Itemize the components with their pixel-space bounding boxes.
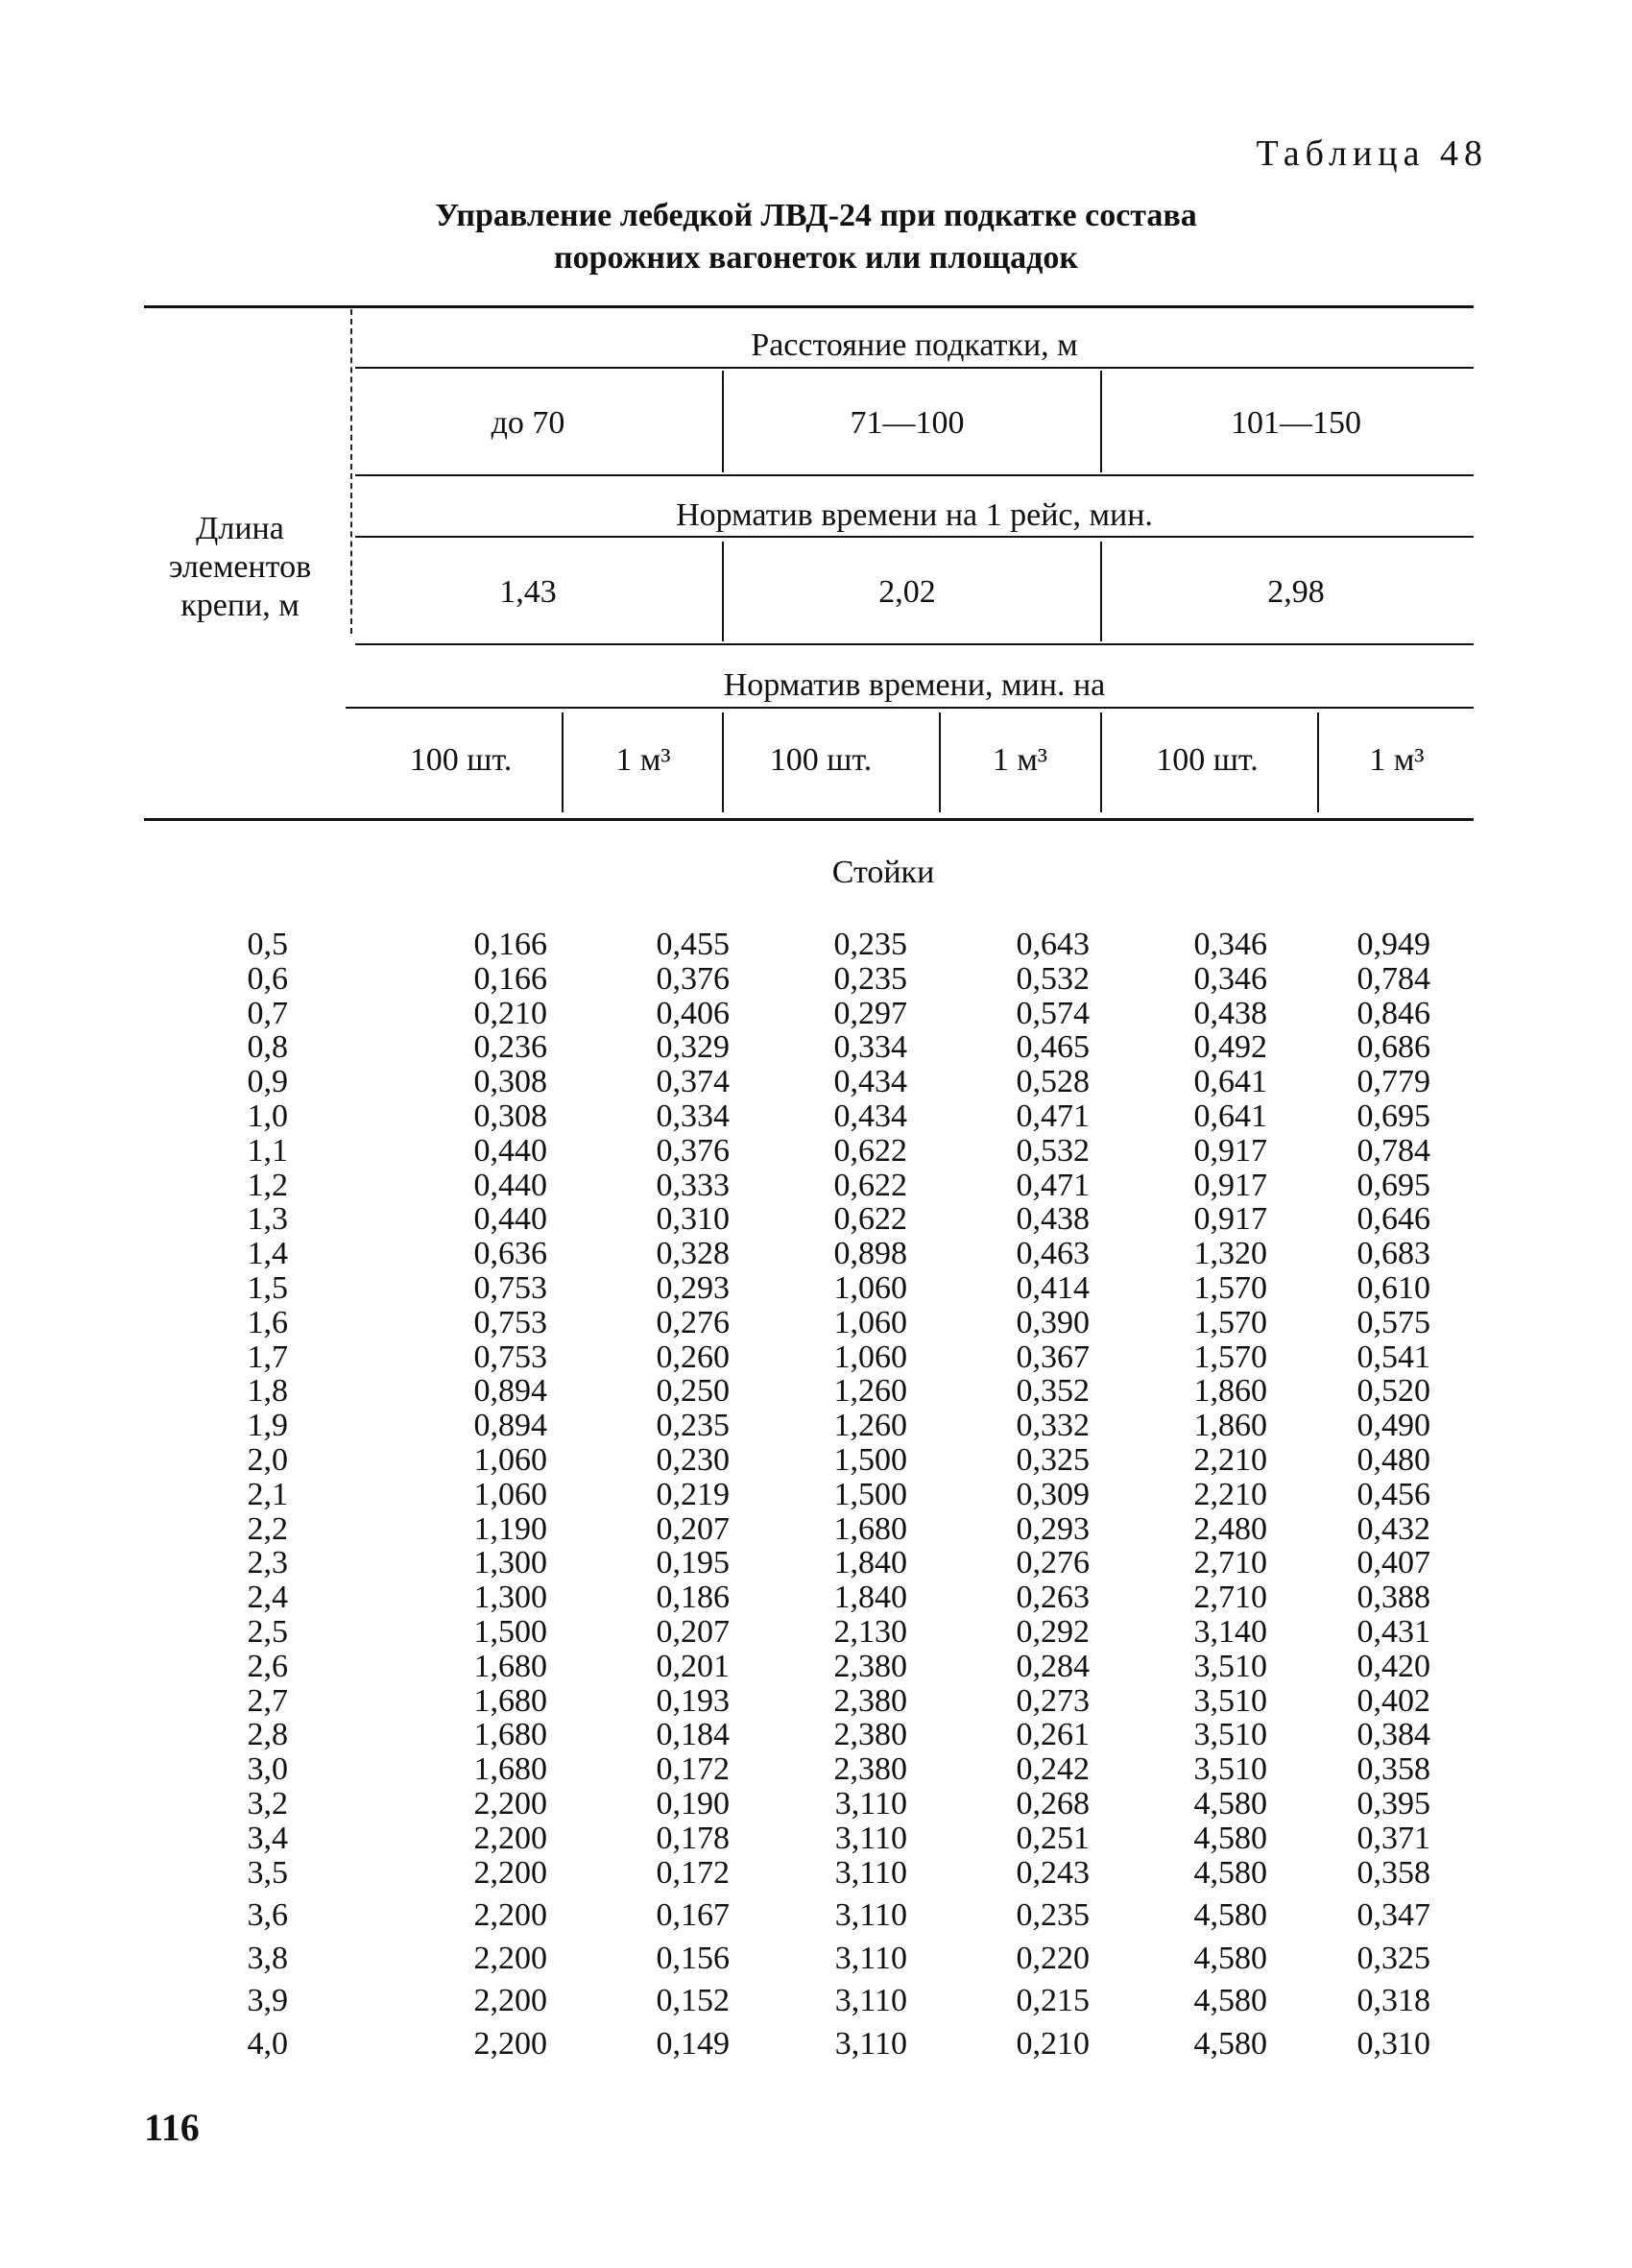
row-length-cell: 0,9 [247,1064,288,1100]
value-cell: 0,456 [1356,1476,1430,1512]
divider [562,712,564,812]
unit-label: 1 м³ [992,742,1048,778]
value-cell: 0,463 [1016,1236,1090,1272]
table-row [0,962,1632,997]
value-cell: 0,352 [1016,1373,1090,1410]
row-length-cell: 3,9 [247,1983,288,2019]
value-cell: 0,917 [1193,1167,1267,1203]
value-cell: 1,500 [833,1476,907,1512]
value-cell: 0,190 [656,1786,730,1822]
distance-range-2: 71—100 [850,405,965,441]
value-cell: 0,420 [1356,1648,1430,1684]
value-cell: 1,300 [473,1545,547,1581]
distance-range-1: до 70 [491,405,565,441]
unit-label: 100 шт. [409,742,513,778]
value-cell: 2,200 [473,1820,547,1856]
value-cell: 0,440 [473,1201,547,1238]
row-length-cell: 1,0 [247,1098,288,1134]
value-cell: 0,309 [1016,1476,1090,1512]
value-cell: 0,434 [833,1064,907,1100]
table-row [0,997,1632,1031]
value-cell: 0,172 [656,1751,730,1788]
value-cell: 0,432 [1356,1510,1430,1547]
value-cell: 0,532 [1016,1132,1090,1169]
row-length-cell: 4,0 [247,2025,288,2062]
table-row [0,1684,1632,1719]
row-length-cell: 1,1 [247,1132,288,1169]
table-row [0,1169,1632,1203]
value-cell: 0,318 [1356,1983,1430,2019]
distance-rule [355,367,1474,369]
value-cell: 0,260 [656,1339,730,1375]
table-row [0,1984,1632,2018]
value-cell: 0,276 [1016,1545,1090,1581]
value-cell: 0,695 [1356,1167,1430,1203]
table-label: Таблица 48 [1256,133,1488,174]
value-cell: 0,346 [1193,927,1267,962]
trip-norm-3: 2,98 [1267,574,1325,610]
row-length-cell: 2,3 [247,1545,288,1581]
value-cell: 2,710 [1193,1580,1267,1616]
distance-bottom-rule [355,474,1474,476]
row-header: Длина элементов крепи, м [168,511,312,623]
value-cell: 0,683 [1356,1236,1430,1272]
row-length-cell: 3,5 [247,1854,288,1891]
value-cell: 4,580 [1193,1786,1267,1822]
value-cell: 0,440 [473,1132,547,1169]
table-row [0,1374,1632,1409]
unit-label: 100 шт. [769,742,873,778]
divider [722,371,724,472]
value-cell: 0,686 [1356,1029,1430,1066]
value-cell: 3,110 [834,1786,907,1822]
value-cell: 0,328 [656,1236,730,1272]
value-cell: 0,384 [1356,1717,1430,1753]
section-title: Стойки [831,855,935,890]
row-length-cell: 1,9 [247,1408,288,1444]
table-title [0,195,1632,279]
value-cell: 0,273 [1016,1682,1090,1719]
value-cell: 4,580 [1193,1940,1267,1976]
value-cell: 0,753 [473,1304,547,1340]
value-cell: 1,060 [473,1476,547,1512]
table-header-bottom-rule [144,818,1474,821]
value-cell: 2,200 [473,1786,547,1822]
value-cell: 2,130 [833,1614,907,1650]
value-cell: 0,622 [833,1201,907,1238]
value-cell: 0,235 [656,1408,730,1444]
value-cell: 0,166 [473,927,547,962]
value-cell: 3,110 [834,1983,907,2019]
row-length-cell: 2,2 [247,1510,288,1547]
divider [722,712,724,812]
row-length-cell: 1,5 [247,1270,288,1306]
row-length-cell: 3,8 [247,1940,288,1976]
divider [1317,712,1319,812]
value-cell: 0,440 [473,1167,547,1203]
value-cell: 0,622 [833,1132,907,1169]
value-cell: 1,060 [833,1304,907,1340]
trip-norm-2: 2,02 [878,574,936,610]
row-length-cell: 1,4 [247,1236,288,1272]
value-cell: 0,395 [1356,1786,1430,1822]
value-cell: 1,300 [473,1580,547,1616]
value-cell: 1,060 [473,1442,547,1478]
value-cell: 0,207 [656,1614,730,1650]
value-cell: 3,140 [1193,1614,1267,1650]
table-row [0,928,1632,962]
row-length-cell: 1,2 [247,1167,288,1203]
value-cell: 0,242 [1016,1751,1090,1788]
value-cell: 0,438 [1016,1201,1090,1238]
value-cell: 0,250 [656,1373,730,1410]
value-cell: 0,167 [656,1897,730,1934]
value-cell: 0,753 [473,1339,547,1375]
table-row [0,1271,1632,1306]
value-cell: 2,480 [1193,1510,1267,1547]
table-row [0,1856,1632,1891]
value-cell: 0,219 [656,1476,730,1512]
norm-label: Норматив времени, мин. на [723,667,1106,703]
value-cell: 1,570 [1193,1339,1267,1375]
row-length-cell: 0,6 [247,960,288,997]
value-cell: 0,284 [1016,1648,1090,1684]
value-cell: 0,172 [656,1854,730,1891]
value-cell: 0,263 [1016,1580,1090,1616]
value-cell: 0,236 [473,1029,547,1066]
value-cell: 0,371 [1356,1820,1430,1856]
value-cell: 0,334 [656,1098,730,1134]
row-length-cell: 1,7 [247,1339,288,1375]
value-cell: 0,643 [1016,927,1090,962]
value-cell: 1,840 [833,1545,907,1581]
table-title-line-1: Управление лебедкой ЛВД-24 при подкатке состава [435,198,1197,233]
value-cell: 0,610 [1356,1270,1430,1306]
value-cell: 0,156 [656,1940,730,1976]
distance-range-3: 101—150 [1231,405,1361,441]
value-cell: 0,480 [1356,1442,1430,1478]
value-cell: 0,917 [1193,1201,1267,1238]
value-cell: 0,898 [833,1236,907,1272]
row-length-cell: 2,1 [247,1476,288,1512]
value-cell: 0,332 [1016,1408,1090,1444]
trip-norm-rule [355,536,1474,538]
value-cell: 0,230 [656,1442,730,1478]
row-length-cell: 2,8 [247,1717,288,1753]
value-cell: 0,784 [1356,960,1430,997]
value-cell: 0,193 [656,1682,730,1719]
row-length-cell: 2,7 [247,1682,288,1719]
value-cell: 0,465 [1016,1029,1090,1066]
row-length-cell: 1,6 [247,1304,288,1340]
row-length-cell: 3,4 [247,1820,288,1856]
value-cell: 0,329 [656,1029,730,1066]
value-cell: 0,333 [656,1167,730,1203]
value-cell: 0,308 [473,1064,547,1100]
table-row [0,1752,1632,1787]
value-cell: 0,376 [656,960,730,997]
value-cell: 0,894 [473,1373,547,1410]
unit-label: 100 шт. [1156,742,1259,778]
table-row [0,1787,1632,1822]
value-cell: 1,570 [1193,1270,1267,1306]
value-cell: 2,380 [833,1682,907,1719]
table-row [0,1443,1632,1478]
value-cell: 0,297 [833,995,907,1031]
table-row [0,1099,1632,1134]
value-cell: 0,434 [833,1098,907,1134]
value-cell: 0,268 [1016,1786,1090,1822]
value-cell: 0,207 [656,1510,730,1547]
value-cell: 0,574 [1016,995,1090,1031]
value-cell: 0,186 [656,1580,730,1616]
table-row [0,1134,1632,1169]
table-row [0,1822,1632,1856]
value-cell: 0,235 [833,960,907,997]
row-length-cell: 0,7 [247,995,288,1031]
value-cell: 0,195 [656,1545,730,1581]
value-cell: 3,510 [1193,1717,1267,1753]
value-cell: 2,200 [473,1897,547,1934]
value-cell: 1,680 [473,1648,547,1684]
trip-norm-bottom-rule [355,643,1474,645]
value-cell: 1,260 [833,1408,907,1444]
value-cell: 0,251 [1016,1820,1090,1856]
table-row [0,1030,1632,1065]
value-cell: 0,575 [1356,1304,1430,1340]
value-cell: 0,210 [473,995,547,1031]
value-cell: 0,235 [833,927,907,962]
table-row [0,1580,1632,1615]
value-cell: 0,894 [473,1408,547,1444]
value-cell: 4,580 [1193,1820,1267,1856]
value-cell: 0,541 [1356,1339,1430,1375]
value-cell: 0,210 [1016,2025,1090,2062]
value-cell: 0,779 [1356,1064,1430,1100]
value-cell: 1,680 [473,1751,547,1788]
table-title-line-2: порожних вагонеток или площадок [554,240,1078,276]
value-cell: 0,310 [656,1201,730,1238]
value-cell: 1,680 [473,1717,547,1753]
value-cell: 4,580 [1193,1897,1267,1934]
value-cell: 0,293 [1016,1510,1090,1547]
table-row [0,1650,1632,1684]
value-cell: 1,500 [833,1442,907,1478]
row-length-cell: 1,3 [247,1201,288,1238]
value-cell: 3,110 [834,2025,907,2062]
table-top-rule [144,305,1474,308]
value-cell: 3,510 [1193,1648,1267,1684]
value-cell: 1,500 [473,1614,547,1650]
distance-label: Расстояние подкатки, м [751,327,1078,363]
table-row [0,1202,1632,1237]
value-cell: 0,149 [656,2025,730,2062]
value-cell: 0,471 [1016,1098,1090,1134]
value-cell: 2,200 [473,1983,547,2019]
value-cell: 0,235 [1016,1897,1090,1934]
trip-norm-label: Норматив времени на 1 рейс, мин. [676,497,1153,533]
value-cell: 3,510 [1193,1682,1267,1719]
row-length-cell: 3,6 [247,1897,288,1934]
value-cell: 0,390 [1016,1304,1090,1340]
value-cell: 0,622 [833,1167,907,1203]
value-cell: 0,490 [1356,1408,1430,1444]
page-number: 116 [144,2106,200,2149]
unit-label: 1 м³ [1369,742,1425,778]
value-cell: 0,438 [1193,995,1267,1031]
value-cell: 0,152 [656,1983,730,2019]
value-cell: 0,201 [656,1648,730,1684]
value-cell: 3,110 [834,1854,907,1891]
value-cell: 0,641 [1193,1064,1267,1100]
value-cell: 0,220 [1016,1940,1090,1976]
row-length-cell: 2,5 [247,1614,288,1650]
value-cell: 2,380 [833,1717,907,1753]
value-cell: 0,325 [1356,1940,1430,1976]
table-row [0,1718,1632,1752]
table-row [0,1478,1632,1512]
value-cell: 1,060 [833,1339,907,1375]
value-cell: 4,580 [1193,1983,1267,2019]
value-cell: 0,261 [1016,1717,1090,1753]
table-row [0,1512,1632,1547]
value-cell: 0,431 [1356,1614,1430,1650]
value-cell: 0,334 [833,1029,907,1066]
row-length-cell: 0,5 [247,927,288,962]
value-cell: 3,110 [834,1940,907,1976]
value-cell: 0,455 [656,927,730,962]
value-cell: 0,293 [656,1270,730,1306]
value-cell: 3,110 [834,1820,907,1856]
value-cell: 0,215 [1016,1983,1090,2019]
value-cell: 0,471 [1016,1167,1090,1203]
value-cell: 0,646 [1356,1201,1430,1238]
value-cell: 0,532 [1016,960,1090,997]
value-cell: 1,320 [1193,1236,1267,1272]
value-cell: 2,210 [1193,1442,1267,1478]
row-length-cell: 3,0 [247,1751,288,1788]
row-length-cell: 2,0 [247,1442,288,1478]
value-cell: 2,380 [833,1648,907,1684]
value-cell: 2,200 [473,2025,547,2062]
value-cell: 2,380 [833,1751,907,1788]
value-cell: 0,917 [1193,1132,1267,1169]
value-cell: 0,325 [1016,1442,1090,1478]
value-cell: 1,860 [1193,1408,1267,1444]
value-cell: 0,310 [1356,2025,1430,2062]
value-cell: 0,414 [1016,1270,1090,1306]
divider [1100,712,1102,812]
value-cell: 1,680 [473,1682,547,1719]
row-length-cell: 3,2 [247,1786,288,1822]
value-cell: 1,190 [473,1510,547,1547]
table-row [0,1546,1632,1580]
table-row [0,1615,1632,1650]
divider [1100,542,1102,641]
value-cell: 1,260 [833,1373,907,1410]
value-cell: 0,402 [1356,1682,1430,1719]
value-cell: 0,784 [1356,1132,1430,1169]
value-cell: 2,200 [473,1854,547,1891]
row-header-divider [350,309,354,634]
value-cell: 2,210 [1193,1476,1267,1512]
value-cell: 0,184 [656,1717,730,1753]
value-cell: 3,110 [834,1897,907,1934]
value-cell: 0,374 [656,1064,730,1100]
value-cell: 0,753 [473,1270,547,1306]
value-cell: 0,166 [473,960,547,997]
value-cell: 0,636 [473,1236,547,1272]
value-cell: 0,846 [1356,995,1430,1031]
value-cell: 1,060 [833,1270,907,1306]
value-cell: 0,492 [1193,1029,1267,1066]
trip-norm-1: 1,43 [499,574,557,610]
value-cell: 0,528 [1016,1064,1090,1100]
value-cell: 2,710 [1193,1545,1267,1581]
value-cell: 0,388 [1356,1580,1430,1616]
norm-rule [346,707,1474,709]
table-row [0,1942,1632,1976]
value-cell: 0,308 [473,1098,547,1134]
value-cell: 4,580 [1193,2025,1267,2062]
value-cell: 0,407 [1356,1545,1430,1581]
table-row [0,1306,1632,1340]
row-length-cell: 0,8 [247,1029,288,1066]
row-length-cell: 2,4 [247,1580,288,1616]
value-cell: 0,949 [1356,927,1430,962]
value-cell: 0,358 [1356,1854,1430,1891]
value-cell: 2,200 [473,1940,547,1976]
value-cell: 0,406 [656,995,730,1031]
value-cell: 0,292 [1016,1614,1090,1650]
table-row [0,1065,1632,1099]
table-row [0,1237,1632,1271]
row-length-cell: 2,6 [247,1648,288,1684]
value-cell: 0,695 [1356,1098,1430,1134]
value-cell: 0,520 [1356,1373,1430,1410]
unit-label: 1 м³ [615,742,671,778]
value-cell: 0,347 [1356,1897,1430,1934]
value-cell: 0,178 [656,1820,730,1856]
value-cell: 1,680 [833,1510,907,1547]
value-cell: 0,376 [656,1132,730,1169]
table-row [0,1340,1632,1375]
value-cell: 0,358 [1356,1751,1430,1788]
table-row [0,1898,1632,1933]
table-row [0,1409,1632,1443]
value-cell: 1,570 [1193,1304,1267,1340]
value-cell: 1,840 [833,1580,907,1616]
row-length-cell: 1,8 [247,1373,288,1410]
divider [1100,371,1102,472]
value-cell: 1,860 [1193,1373,1267,1410]
value-cell: 3,510 [1193,1751,1267,1788]
value-cell: 0,367 [1016,1339,1090,1375]
table-row [0,2027,1632,2062]
value-cell: 0,243 [1016,1854,1090,1891]
value-cell: 4,580 [1193,1854,1267,1891]
divider [722,542,724,641]
value-cell: 0,276 [656,1304,730,1340]
value-cell: 0,641 [1193,1098,1267,1134]
value-cell: 0,346 [1193,960,1267,997]
